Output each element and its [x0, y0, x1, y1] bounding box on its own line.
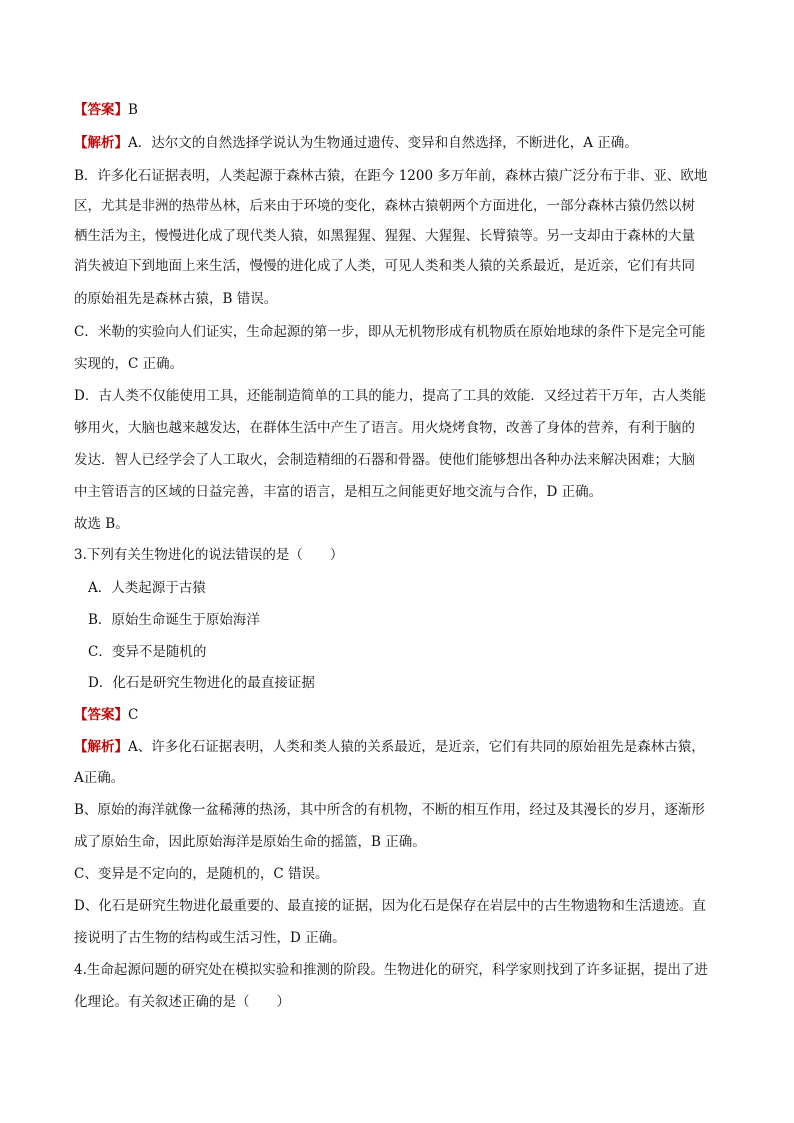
- q2-analysis-line: 的原始祖先是森林古猿，B 错误。: [74, 291, 278, 307]
- q2-analysis-line: 区，尤其是非洲的热带丛林，后来由于环境的变化，森林古猿朝两个方面进化，一部分森林古猿仍然以树: [74, 198, 695, 214]
- q3-analysis-text: A、许多化石证据表明，人类和类人猿的关系最近，是近亲，它们有共同的原始祖先是森林古猿，: [128, 739, 705, 755]
- q3-analysis-line: B、原始的海洋就像一盆稀薄的热汤，其中所含的有机物，不断的相互作用，经过及其漫长的岁月，逐渐形: [74, 802, 705, 818]
- q3-analysis-line: C、变异是不定向的，是随机的，C 错误。: [74, 866, 329, 882]
- q2-analysis-line: 中主管语言的区域的日益完善，丰富的语言，是相互之间能更好地交流与合作，D 正确。: [74, 484, 603, 500]
- analysis-tag: 【解析】: [74, 739, 128, 755]
- q2-analysis-line: 发达．智人已经学会了人工取火，会制造精细的石器和骨器。使他们能够想出各种办法来解决困难；大脑: [74, 452, 695, 468]
- q3-option-c: C．变异不是随机的: [88, 644, 207, 660]
- q3-analysis-line: D、化石是研究生物进化最重要的、最直接的证据，因为化石是保存在岩层中的古生物遗物和生活遗迹。直: [74, 898, 706, 914]
- q2-analysis-line: [74, 133, 724, 153]
- q2-analysis-line: D．古人类不仅能使用工具，还能制造简单的工具的能力，提高了工具的效能．又经过若干万年，古人类能: [74, 388, 706, 404]
- q3-analysis-line: 接说明了古生物的结构或生活习性，D 正确。: [74, 930, 346, 946]
- q3-option-b: B．原始生命诞生于原始海洋: [88, 612, 260, 628]
- q3-option-a: A．人类起源于古猿: [88, 580, 206, 596]
- q3-stem: 3.下列有关生物进化的说法错误的是（ ）: [74, 547, 344, 563]
- q3-analysis-line: A正确。: [74, 770, 125, 786]
- q4-stem-line: 4.生命起源问题的研究处在模拟实验和推测的阶段。生物进化的研究，科学家则找到了许多证据，提出了进: [74, 962, 708, 978]
- q3-analysis-line: [74, 737, 724, 757]
- q2-analysis-line: 够用火，大脑也越来越发达，在群体生活中产生了语言。用火烧烤食物，改善了身体的营养，有利于脑的: [74, 420, 695, 436]
- q2-answer-line: [74, 100, 724, 120]
- q2-analysis-line: C．米勒的实验向人们证实，生命起源的第一步，即从无机物形成有机物质在原始地球的条件下是完全可能: [74, 324, 706, 340]
- analysis-tag: 【解析】: [74, 135, 128, 151]
- q2-conclusion: 故选 B。: [74, 516, 129, 532]
- q2-analysis-line: 实现的，C 正确。: [74, 356, 184, 372]
- q3-answer: C: [128, 707, 139, 723]
- q2-analysis-line: 消失被迫下到地面上来生活，慢慢的进化成了人类，可见人类和类人猿的关系最近，是近亲，它们有共同: [74, 258, 695, 274]
- q4-stem-line: 化理论。有关叙述正确的是（ ）: [74, 994, 290, 1010]
- q2-analysis-text: A．达尔文的自然选择学说认为生物通过遗传、变异和自然选择，不断进化，A 正确。: [128, 135, 638, 151]
- q2-answer: B: [128, 102, 138, 118]
- q3-option-d: D．化石是研究生物进化的最直接证据: [88, 675, 315, 691]
- answer-tag: 【答案】: [74, 707, 128, 723]
- q2-analysis-line: 栖生活为主，慢慢进化成了现代类人猿，如黑猩猩、猩猩、大猩猩、长臂猿等。另一支却由于森林的大量: [74, 228, 695, 244]
- q3-analysis-line: 成了原始生命，因此原始海洋是原始生命的摇篮，B 正确。: [74, 834, 426, 850]
- q3-answer-line: [74, 705, 724, 725]
- answer-tag: 【答案】: [74, 102, 128, 118]
- q2-analysis-line: B．许多化石证据表明，人类起源于森林古猿，在距今 1200 多万年前，森林古猿广泛分布于非、亚、欧地: [74, 168, 708, 184]
